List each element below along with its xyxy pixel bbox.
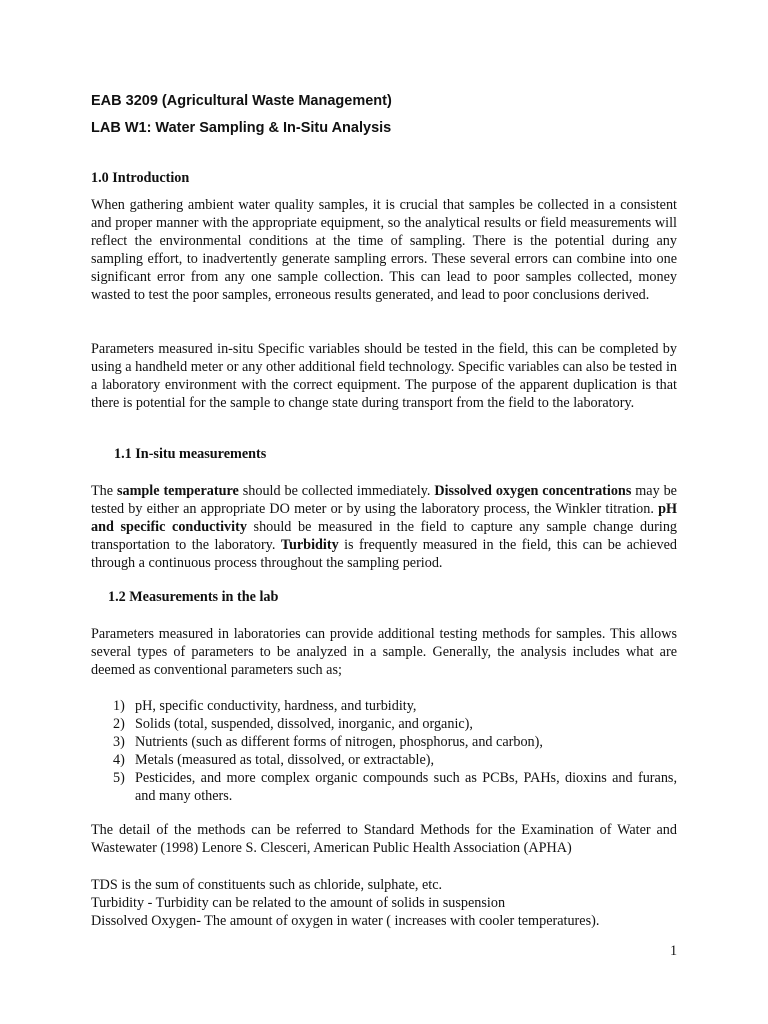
list-text: pH, specific conductivity, hardness, and turbidity, [135, 698, 417, 714]
reference-paragraph: The detail of the methods can be referred to Standard Methods for the Examination of Water and Wastewater (1998) Lenore S. Clesceri, American Public Health Association (APHA) [91, 822, 677, 856]
intro-paragraph-1: When gathering ambient water quality samples, it is crucial that samples be collected in a consistent and proper manner with the appropriate equipment, so the analytical results or field measurements will reflect the environmental conditions at the time of sampling. There is the potential during any sampling effort, to inadvertently generate sampling errors. These several errors can combine into one significant error from any one sample collection. This can lead to poor samples collected, money wasted to test the poor samples, erroneous results generated, and lead to poor conclusions derived. [91, 197, 677, 303]
lab-title: LAB W1: Water Sampling & In-Situ Analysis [91, 120, 392, 136]
insitu-text-1: The [91, 483, 117, 499]
insitu-bold-turbidity: Turbidity [280, 537, 339, 553]
list-item [91, 751, 677, 769]
list-number: 5) [113, 770, 125, 786]
list-number: 1) [113, 698, 125, 714]
insitu-heading: 1.1 In-situ measurements [114, 446, 267, 462]
course-title: EAB 3209 (Agricultural Waste Management) [91, 93, 392, 109]
lab-paragraph: Parameters measured in laboratories can provide additional testing methods for samples. This allows several types of parameters to be analyzed in a sample. Generally, the analysis includes what are deemed as conventional parameters such as; [91, 626, 677, 678]
insitu-text-2: should be collected immediately. [238, 483, 435, 499]
list-item [91, 733, 677, 751]
intro-heading: 1.0 Introduction [91, 170, 190, 186]
insitu-paragraph [91, 482, 677, 572]
insitu-bold-ph-conductivity: pH and specific conductivity [91, 501, 677, 535]
list-text: Solids (total, suspended, dissolved, inorganic, and organic), [135, 716, 473, 732]
list-number: 2) [113, 716, 125, 732]
dissolved-oxygen-note: Dissolved Oxygen- The amount of oxygen in water ( increases with cooler temperatures). [91, 913, 600, 929]
tds-note: TDS is the sum of constituents such as chloride, sulphate, etc. [91, 877, 443, 893]
list-number: 3) [113, 734, 125, 750]
insitu-text-5: is frequently measured in the field, this can be achieved through a continuous process throughout the sampling period. [91, 537, 677, 571]
insitu-bold-dissolved-oxygen: Dissolved oxygen concentrations [434, 483, 632, 499]
list-text: Pesticides, and more complex organic compounds such as PCBs, PAHs, dioxins and furans, and many others. [135, 770, 677, 804]
intro-paragraph-2: Parameters measured in-situ Specific variables should be tested in the field, this can be completed by using a handheld meter or any other additional field technology. Specific variables can also be tested in a laboratory environment with the correct equipment. The purpose of the apparent duplication is that there is potential for the sample to change state during transport from the field to the laboratory. [91, 341, 677, 411]
list-item [91, 697, 677, 715]
page-number: 1 [670, 943, 678, 959]
insitu-text-3: may be tested by either an appropriate DO meter or by using the laboratory process, the Winkler titration. [91, 483, 677, 517]
insitu-text-4: should be measured in the field to capture any sample change during transportation to the laboratory. [91, 519, 678, 553]
list-text: Nutrients (such as different forms of nitrogen, phosphorus, and carbon), [135, 734, 543, 750]
list-number: 4) [113, 752, 125, 768]
turbidity-note: Turbidity - Turbidity can be related to the amount of solids in suspension [91, 895, 506, 911]
list-text: Metals (measured as total, dissolved, or extractable), [135, 752, 435, 768]
parameter-list [91, 697, 677, 805]
list-item [91, 715, 677, 733]
lab-heading: 1.2 Measurements in the lab [108, 589, 279, 605]
list-item [91, 769, 677, 805]
insitu-bold-sample-temperature: sample temperature [116, 483, 239, 499]
